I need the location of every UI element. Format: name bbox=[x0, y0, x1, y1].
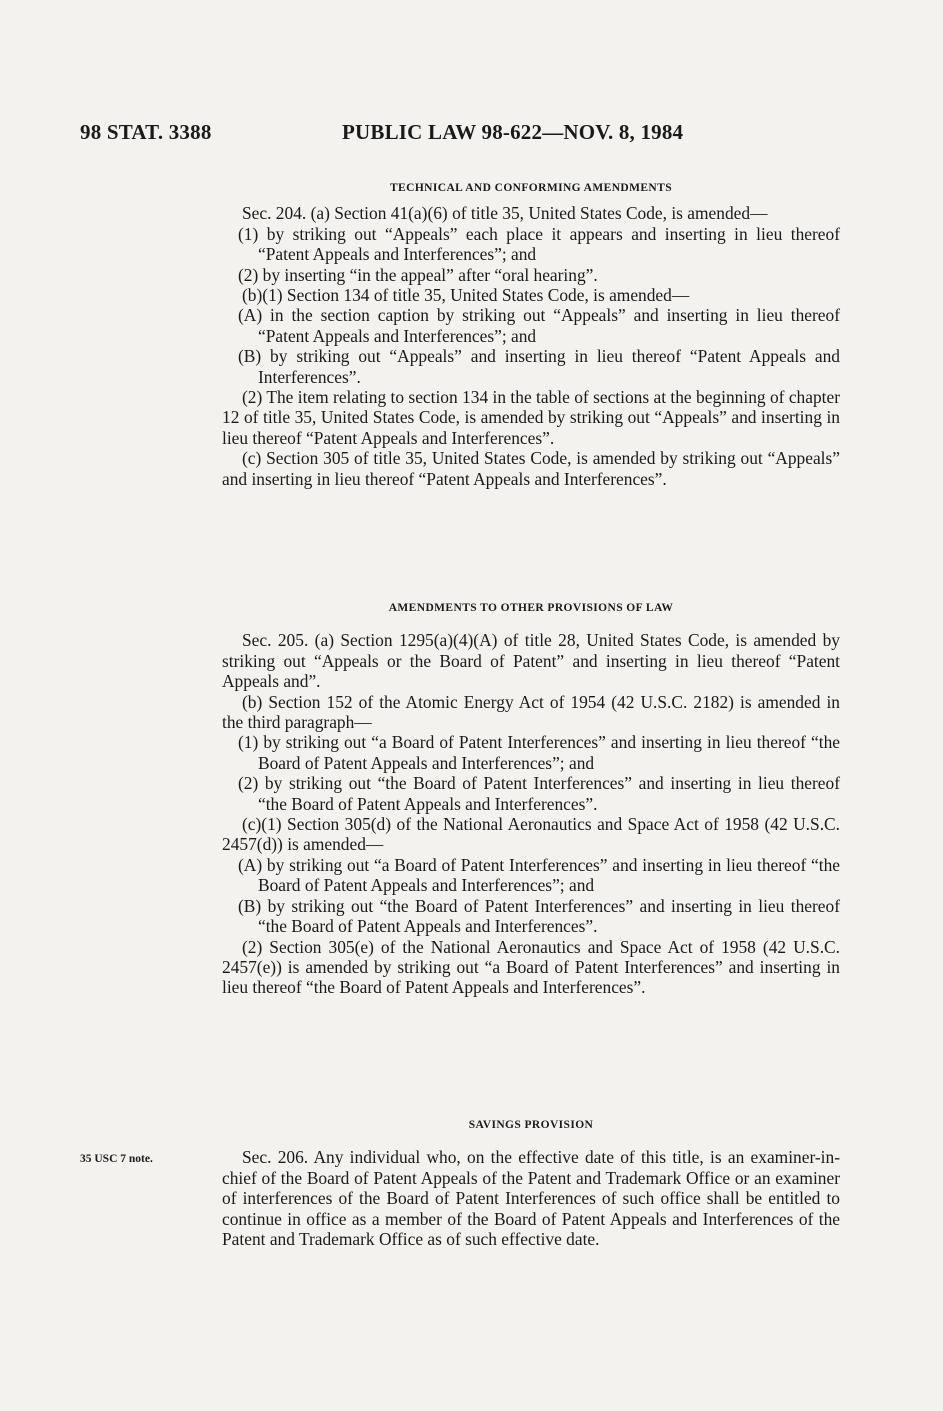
section-204 bbox=[222, 178, 840, 489]
section-206-heading: SAVINGS PROVISION bbox=[468, 1119, 594, 1131]
running-header: PUBLIC LAW 98-622—NOV. 8, 1984 bbox=[342, 120, 684, 144]
section-205-cB: (B) by striking out “the Board of Patent Interferences” and inserting in lieu thereof “the Board of Patent Appeals and Interferences”. bbox=[238, 895, 840, 937]
section-205-b2: (2) by striking out “the Board of Patent Interferences” and inserting in lieu thereof “the Board of Patent Appeals and Interferences”. bbox=[238, 773, 840, 814]
section-204-b2: (2) The item relating to section 134 in the table of sections at the beginning of chapter 12 of title 35, United States Code, is amended by striking out “Appeals” and inserting in lieu thereof “Patent Appeals and Interferences”. bbox=[222, 387, 840, 448]
stat-page-number: 98 STAT. 3388 bbox=[80, 120, 212, 144]
section-205-c2: (2) Section 305(e) of the National Aeronautics and Space Act of 1958 (42 U.S.C. 2457(e)) is amended by striking out “a Board of Patent Interferences” and inserting in lieu thereof “the Board of Patent Appeals and Interferences”. bbox=[222, 936, 840, 998]
section-205-cA: (A) by striking out “a Board of Patent Interferences” and inserting in lieu thereof “the Board of Patent Appeals and Interferences”; and bbox=[238, 854, 840, 896]
section-204-bB: (B) by striking out “Appeals” and inserting in lieu thereof “Patent Appeals and Interferences”. bbox=[238, 346, 840, 387]
section-204-a2: (2) by inserting “in the appeal” after “oral hearing”. bbox=[238, 264, 598, 285]
section-204-heading: TECHNICAL AND CONFORMING AMENDMENTS bbox=[389, 182, 673, 194]
margin-note: 35 USC 7 note. bbox=[80, 1153, 153, 1165]
section-205-a: Sec. 205. (a) Section 1295(a)(4)(A) of title 28, United States Code, is amended by striking out “Appeals or the Board of Patent” and inserting in lieu thereof “Patent Appeals and”. bbox=[222, 630, 840, 692]
section-206 bbox=[222, 1115, 840, 1249]
section-204-a1: (1) by striking out “Appeals” each place it appears and inserting in lieu thereof “Patent Appeals and Interferences”; and bbox=[238, 223, 840, 265]
section-204-intro: Sec. 204. (a) Section 41(a)(6) of title 35, United States Code, is amended— bbox=[242, 203, 768, 224]
section-204-b1: (b)(1) Section 134 of title 35, United States Code, is amended— bbox=[242, 285, 690, 306]
section-205-b1: (1) by striking out “a Board of Patent Interferences” and inserting in lieu thereof “the Board of Patent Appeals and Interferences”; and bbox=[238, 732, 840, 773]
section-206-text: Sec. 206. Any individual who, on the effective date of this title, is an examiner-in-chief of the Board of Patent Appeals of the Patent and Trademark Office or an examiner of interferences of the Board of Patent Interferences of such office shall be entitled to continue in office as a member of the Board of Patent Appeals and Interferences of the Patent and Trademark Office as of such effective date. bbox=[222, 1147, 840, 1250]
section-205 bbox=[222, 598, 840, 998]
section-205-heading: AMENDMENTS TO OTHER PROVISIONS OF LAW bbox=[388, 602, 674, 614]
section-204-c: (c) Section 305 of title 35, United States Code, is amended by striking out “Appeals” and inserting in lieu thereof “Patent Appeals and Interferences”. bbox=[222, 448, 840, 489]
section-205-b: (b) Section 152 of the Atomic Energy Act of 1954 (42 U.S.C. 2182) is amended in the third paragraph— bbox=[222, 691, 840, 733]
section-205-c1: (c)(1) Section 305(d) of the National Aeronautics and Space Act of 1958 (42 U.S.C. 2457(d)) is amended— bbox=[222, 814, 840, 855]
section-204-bA: (A) in the section caption by striking out “Appeals” and inserting in lieu thereof “Patent Appeals and Interferences”; and bbox=[238, 305, 840, 346]
